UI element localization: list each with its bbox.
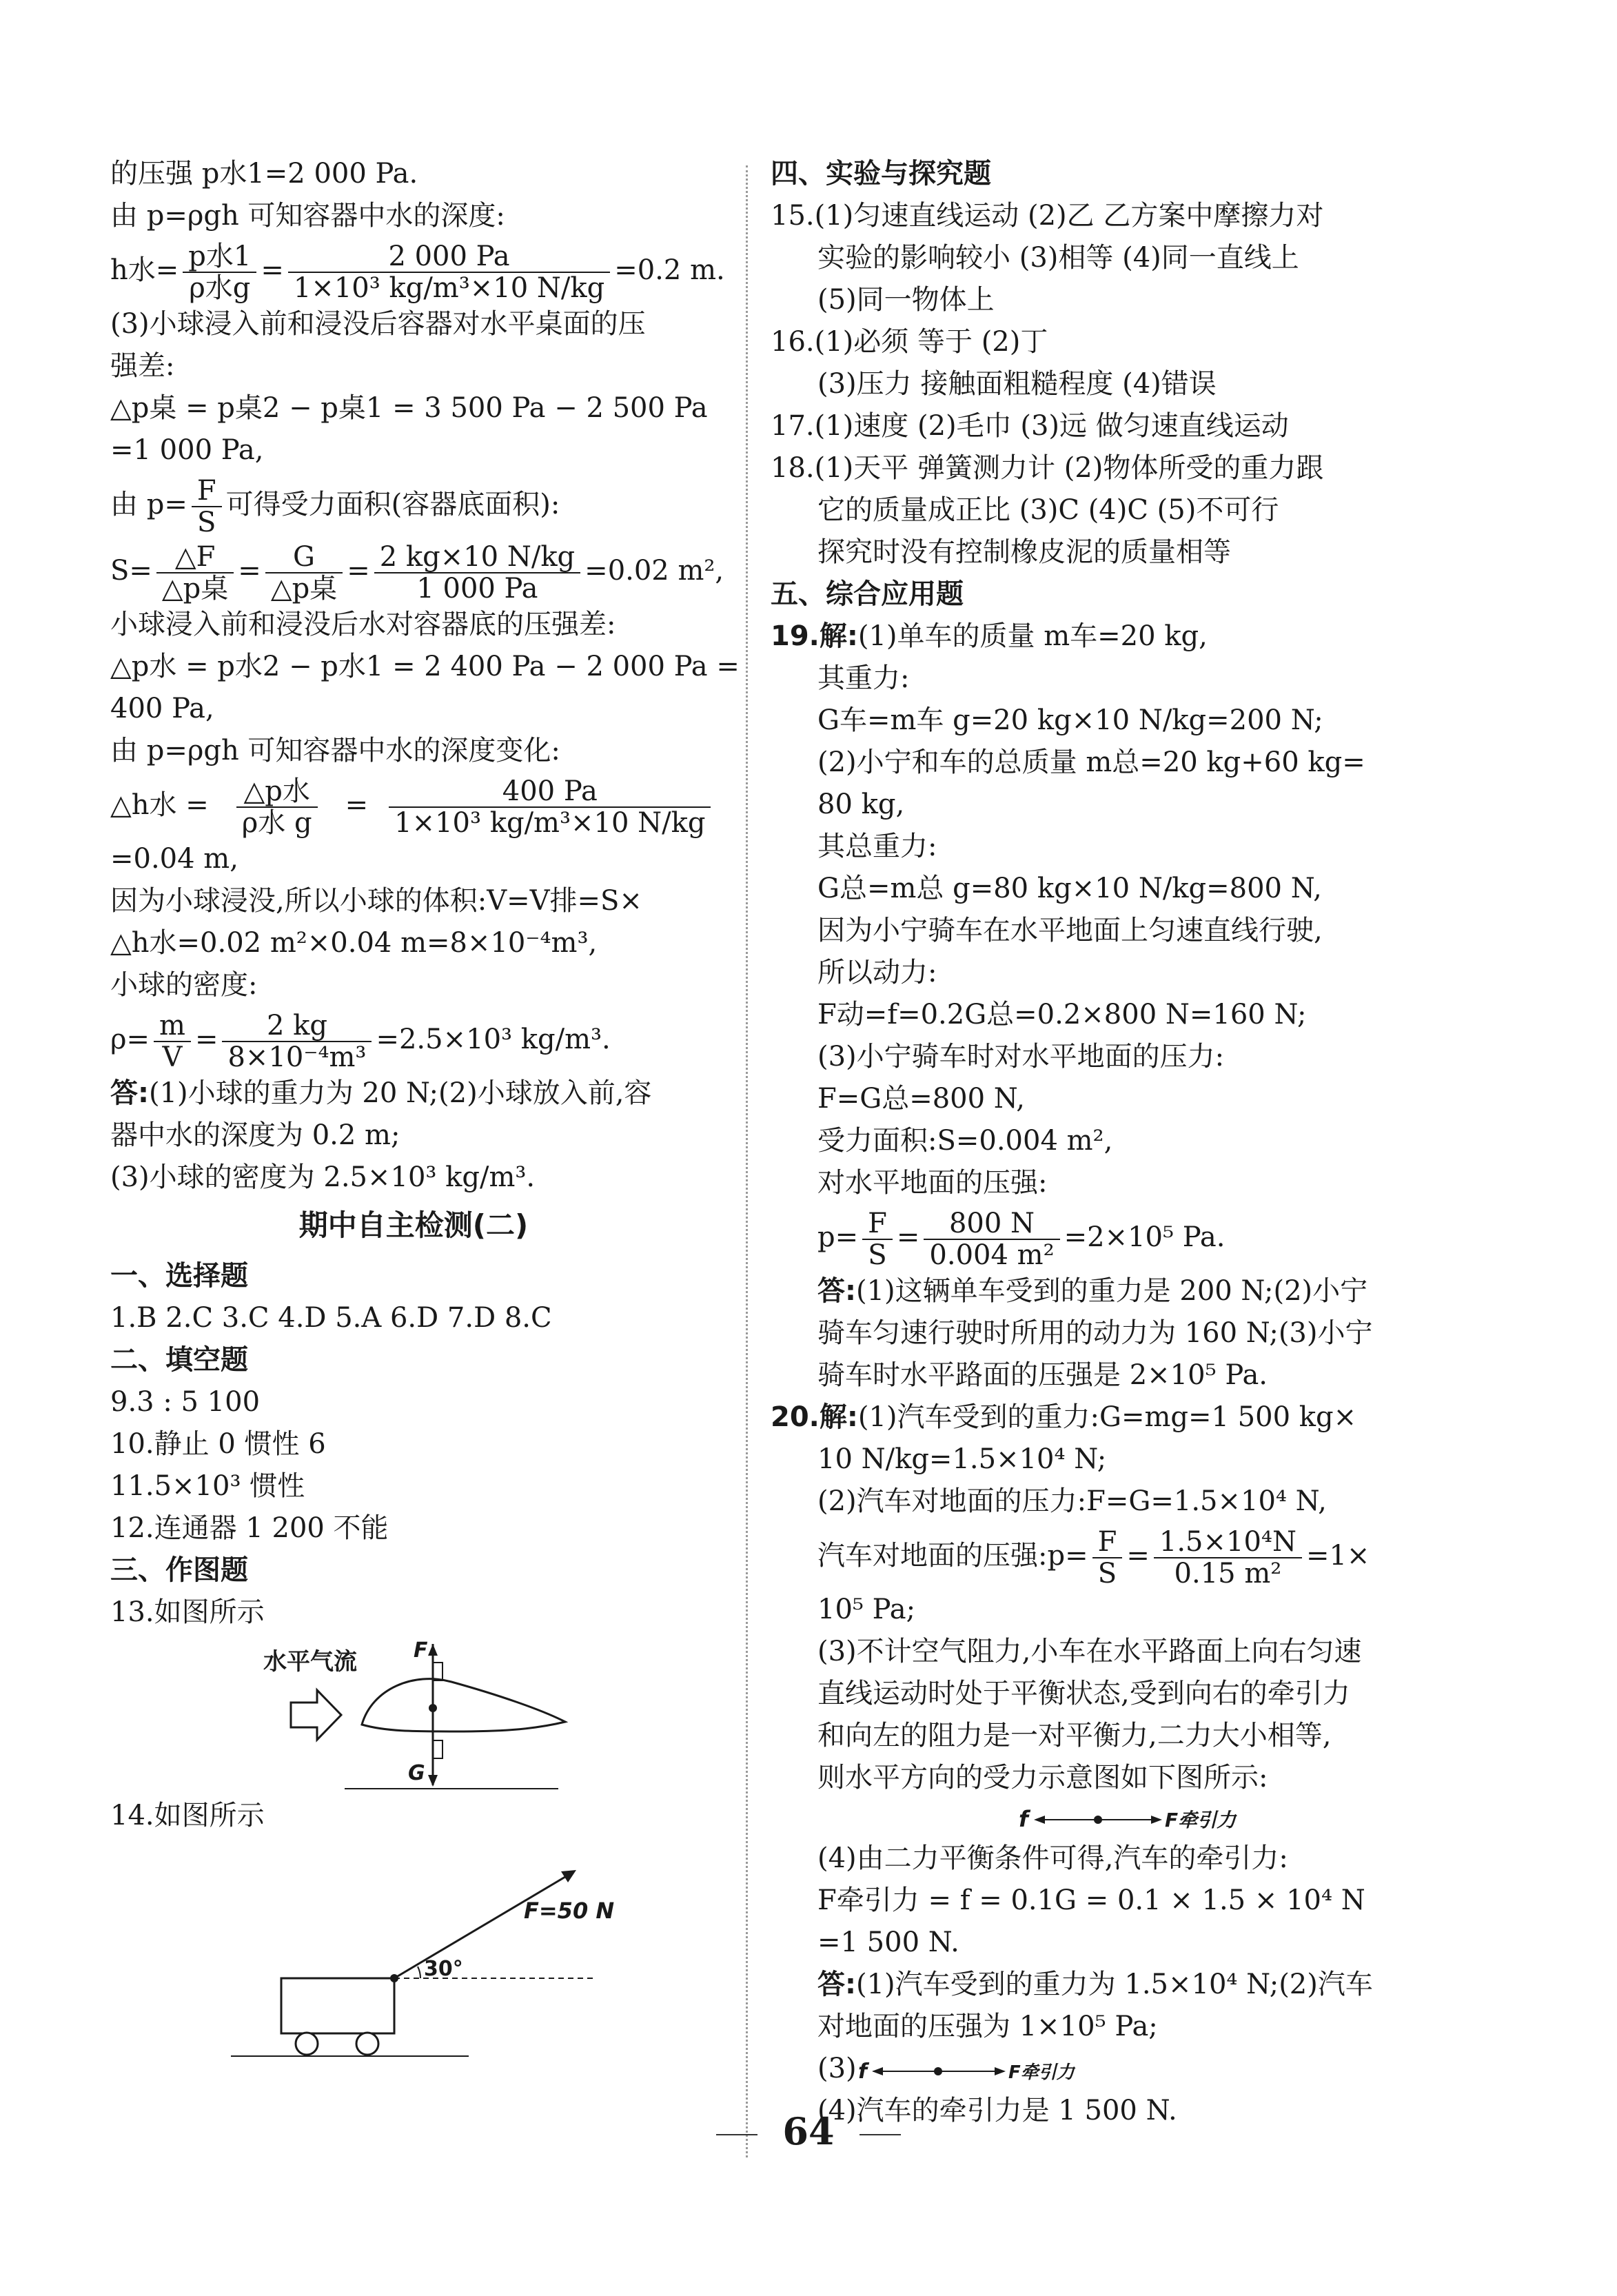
denominator: V — [162, 1042, 183, 1073]
formula-text: p= — [817, 1221, 859, 1253]
traction-label: F牵引力 — [1165, 1809, 1237, 1831]
fraction — [192, 476, 222, 538]
page-number-text: 64 — [782, 2109, 835, 2153]
fraction — [288, 241, 610, 303]
formula-text: =1× — [1305, 1540, 1370, 1572]
fraction — [1154, 1527, 1302, 1589]
text-line: G车=m车 g=20 kg×10 N/kg=200 N; — [817, 704, 1323, 736]
fraction — [862, 1208, 893, 1270]
formula-line — [110, 237, 725, 304]
formula-line: p= $\frac{F}{S}$ = $\frac{800 N}{\text{0.004 m²}}$ =2×10⁵ Pa. — [817, 1208, 1226, 1271]
answer-line — [771, 1964, 1446, 2006]
denominator: ρ水 g — [241, 807, 312, 839]
text-line: F动=f=0.2G总=0.2×800 N=160 N; — [817, 999, 1307, 1030]
column-divider — [746, 165, 748, 2157]
fraction — [389, 776, 711, 838]
text-line: F=G总=800 N, — [817, 1083, 1025, 1115]
text-line: =1 500 N. — [817, 1927, 959, 1958]
friction-label: f — [1019, 1806, 1028, 1832]
force-label: F=50 N — [524, 1898, 615, 1924]
force-box-lower — [433, 1740, 443, 1758]
numerator: 800 N — [924, 1208, 1059, 1240]
text-line: 探究时没有控制橡皮泥的质量相等 — [817, 536, 1231, 568]
text-line: 小球浸入前和浸没后水对容器底的压强差: — [110, 609, 616, 640]
text-line: 直线运动时处于平衡状态,受到向右的牵引力 — [817, 1678, 1350, 1709]
cart-wheel — [356, 2033, 378, 2055]
page-number — [0, 2109, 1617, 2153]
small-force-diagram — [857, 2053, 1132, 2088]
formula-text: =0.2 m. — [614, 254, 725, 286]
text-line: 10.静止 0 惯性 6 — [110, 1428, 326, 1460]
text-line: F牵引力 = f = 0.1G = 0.1 × 1.5 × 10⁴ N — [817, 1884, 1365, 1916]
numerator: F — [1092, 1527, 1123, 1558]
angle-arc — [418, 1967, 420, 1978]
text-line: (5)同一物体上 — [817, 284, 995, 316]
flow-arrow-icon — [291, 1690, 341, 1740]
fraction — [236, 776, 318, 838]
text-line: 13.如图所示 — [110, 1596, 265, 1628]
fraction — [374, 542, 580, 604]
text-line: 由 p=ρgh 可知容器中水的深度: — [110, 200, 505, 232]
text-line: △h水=0.02 m²×0.04 m=8×10⁻⁴m³, — [110, 927, 598, 959]
numerator: 2 kg — [222, 1010, 372, 1042]
text-line: G总=m总 g=80 kg×10 N/kg=800 N, — [817, 873, 1322, 904]
text-line: 9.3 : 5 100 — [110, 1386, 261, 1418]
question-line — [771, 616, 1446, 658]
text-line: 12.连通器 1 200 不能 — [110, 1512, 389, 1544]
answer-label: 答: — [110, 1077, 149, 1109]
text-line: 由 p=ρgh 可知容器中水的深度变化: — [110, 735, 560, 766]
text-line: 骑车时水平路面的压强是 2×10⁵ Pa. — [817, 1359, 1268, 1391]
force-diagram-line — [771, 2048, 1446, 2090]
denominator: 1 000 Pa — [416, 573, 538, 605]
numerator: △p水 — [236, 776, 318, 808]
formula-text: = — [261, 254, 284, 286]
text-line: 16.(1)必须 等于 (2)丁 — [771, 326, 1048, 358]
numerator: m — [154, 1010, 191, 1042]
arrow-left-icon — [1034, 1816, 1045, 1824]
numerator: F — [192, 476, 222, 507]
page-number-dash — [716, 2134, 757, 2135]
denominator: △p桌 — [270, 573, 338, 605]
text-line: 15.(1)匀速直线运动 (2)乙 乙方案中摩擦力对 — [771, 200, 1324, 232]
text-line: 11.5×10³ 惯性 — [110, 1470, 305, 1502]
section-heading: 三、作图题 — [110, 1554, 248, 1586]
section-heading: 二、填空题 — [110, 1344, 248, 1376]
formula-text: (3) — [817, 2053, 857, 2084]
denominator: 0.15 m² — [1174, 1558, 1282, 1589]
text-line: 17.(1)速度 (2)毛巾 (3)远 做匀速直线运动 — [771, 410, 1289, 442]
text-line: △p桌 = p桌2 − p桌1 = 3 500 Pa − 2 500 Pa — [110, 392, 708, 424]
formula-line: 汽车对地面的压强:p= $\frac{F}{S}$ = $\frac{\text{1.5×10⁴N}}{\text{0.15 m²}}$ =1× — [817, 1526, 1370, 1589]
traction-label: F牵引力 — [1008, 2062, 1075, 2083]
numerator: 400 Pa — [389, 776, 711, 808]
text-line: (4)由二力平衡条件可得,汽车的牵引力: — [817, 1842, 1288, 1874]
airfoil-force-diagram — [110, 1634, 717, 1792]
formula-text: 汽车对地面的压强:p= — [817, 1540, 1088, 1572]
force-box-upper — [433, 1663, 443, 1680]
text-line: 10⁵ Pa; — [817, 1594, 916, 1625]
text-line: 强差: — [110, 350, 175, 382]
text-line: 其重力: — [817, 662, 910, 694]
section-title: 期中自主检测(二) — [298, 1208, 529, 1242]
answer-text: (1)这辆单车受到的重力是 200 N;(2)小宁 — [856, 1275, 1368, 1307]
text-line: △p水 = p水2 − p水1 = 2 400 Pa − 2 000 Pa = — [110, 651, 740, 682]
force-F-label: F — [414, 1638, 428, 1663]
denominator: S — [1097, 1558, 1117, 1589]
formula-text: =0.02 m², — [584, 555, 724, 587]
numerator: 2 kg×10 N/kg — [374, 542, 580, 573]
formula-text: =2.5×10³ kg/m³. — [376, 1024, 611, 1055]
fraction — [265, 542, 343, 604]
answer-text: (1)汽车受到的重力为 1.5×10⁴ N;(2)汽车 — [856, 1969, 1373, 2000]
fraction — [222, 1010, 372, 1073]
fraction — [154, 1010, 191, 1073]
text-line: 的压强 p水1=2 000 Pa. — [110, 158, 418, 190]
formula-line: △h水 = $\frac{\text{△p水}}{\text{ρ水 g}}$ = $\frac{400 Pa}{\text{1×10³ kg/m³×10 N/kg}}$ — [110, 772, 717, 838]
text-line: (2)汽车对地面的压力:F=G=1.5×10⁴ N, — [817, 1485, 1327, 1517]
text-line: (3)压力 接触面粗糙程度 (4)错误 — [817, 368, 1217, 400]
text-line: 则水平方向的受力示意图如下图所示: — [817, 1762, 1268, 1794]
force-point — [1094, 1816, 1102, 1824]
numerator: F — [862, 1208, 893, 1240]
force-vector — [394, 1873, 572, 1978]
formula-text: △h水 = — [110, 789, 209, 821]
flow-label: 水平气流 — [263, 1648, 357, 1676]
formula-line: S= $\frac{\triangle F}{\text{△p桌}}$ = $\frac{G}{\text{△p桌}}$ = $\frac{2 kg\times 10 N/kg}{1 000 Pa}$ =0.02 m², — [110, 541, 724, 605]
answer-line — [771, 1270, 1446, 1312]
force-point — [390, 1974, 398, 1982]
text-line: 器中水的深度为 0.2 m; — [110, 1119, 400, 1151]
denominator: ρ水g — [189, 272, 251, 304]
formula-text: ρ= — [110, 1024, 150, 1055]
question-text: (1)单车的质量 m车=20 kg, — [857, 620, 1208, 652]
fraction — [924, 1208, 1059, 1270]
text-line: 和向左的阻力是一对平衡力,二力大小相等, — [817, 1720, 1332, 1751]
question-label: 19.解: — [771, 620, 858, 652]
numerator: △F — [156, 542, 234, 573]
denominator: S — [868, 1239, 887, 1271]
text-line: 对地面的压强为 1×10⁵ Pa; — [817, 2011, 1158, 2042]
left-column — [110, 153, 740, 2067]
answer-label: 答: — [817, 1275, 856, 1307]
arrow-down-icon — [428, 1775, 438, 1787]
angle-label: 30° — [424, 1957, 463, 1981]
denominator: 0.004 m² — [929, 1239, 1055, 1271]
horizontal-force-diagram — [771, 1799, 1446, 1838]
airfoil-shape — [362, 1679, 565, 1731]
formula-text: =2×10⁵ Pa. — [1064, 1221, 1226, 1253]
section-heading: 五、综合应用题 — [771, 578, 964, 610]
formula-text: 由 p= — [110, 489, 187, 520]
denominator: 1×10³ kg/m³×10 N/kg — [394, 807, 706, 839]
formula-text: h水= — [110, 254, 179, 286]
text-line: (3)不计空气阻力,小车在水平路面上向右匀速 — [817, 1636, 1362, 1667]
text-line: (3)小球浸入前和浸没后容器对水平桌面的压 — [110, 308, 646, 340]
arrow-up-icon — [428, 1644, 438, 1656]
fraction — [1092, 1527, 1123, 1589]
answer-label: 答: — [817, 1969, 856, 2000]
formula-text: S= — [110, 555, 152, 587]
cart-wheel — [296, 2033, 318, 2055]
text-line: 10 N/kg=1.5×10⁴ N; — [817, 1443, 1107, 1475]
text-line: 它的质量成正比 (3)C (4)C (5)不可行 — [817, 494, 1279, 526]
text-line: (3)小球的密度为 2.5×10³ kg/m³. — [110, 1161, 536, 1193]
text-line: 小球的密度: — [110, 969, 258, 1001]
denominator: S — [197, 507, 216, 538]
question-text: (1)汽车受到的重力:G=mg=1 500 kg× — [857, 1401, 1357, 1433]
text-line: 实验的影响较小 (3)相等 (4)同一直线上 — [817, 242, 1299, 274]
text-line: 其总重力: — [817, 831, 937, 862]
arrow-left-icon — [872, 2067, 883, 2075]
arrow-right-icon — [1151, 1816, 1162, 1824]
numerator: G — [265, 542, 343, 573]
text-line: 14.如图所示 — [110, 1800, 265, 1831]
text-line: (2)小宁和车的总质量 m总=20 kg+60 kg= — [817, 746, 1365, 778]
denominator: 8×10⁻⁴m³ — [227, 1042, 367, 1073]
fraction — [183, 241, 256, 303]
friction-label: f — [857, 2060, 867, 2084]
text-line: =0.04 m, — [110, 843, 238, 875]
text-line: (3)小宁骑车时对水平地面的压力: — [817, 1041, 1225, 1073]
text-line: 18.(1)天平 弹簧测力计 (2)物体所受的重力跟 — [771, 452, 1324, 484]
cart-force-diagram — [110, 1837, 717, 2064]
question-label: 20.解: — [771, 1401, 858, 1433]
force-G-label: G — [408, 1761, 425, 1785]
section-heading: 一、选择题 — [110, 1260, 248, 1292]
section-heading: 四、实验与探究题 — [771, 158, 991, 190]
text-line: 400 Pa, — [110, 693, 214, 724]
force-point — [934, 2067, 942, 2075]
numerator: 1.5×10⁴N — [1154, 1527, 1302, 1558]
numerator: 2 000 Pa — [288, 241, 610, 273]
denominator: 1×10³ kg/m³×10 N/kg — [293, 272, 605, 304]
denominator: △p桌 — [161, 573, 229, 605]
formula-line: ρ= $\frac{m}{V}$ = $\frac{2 kg}{\text{8×10⁻⁴m³}}$ =2.5×10³ kg/m³. — [110, 1010, 611, 1073]
question-line — [771, 1396, 1446, 1439]
page-number-dash — [860, 2134, 901, 2135]
force-diagram-line — [771, 1799, 1446, 1838]
text-line: (4)汽车的牵引力是 1 500 N. — [817, 2095, 1177, 2126]
text-line: 对水平地面的压强: — [817, 1167, 1048, 1199]
text-line: 80 kg, — [817, 789, 905, 820]
text-line: 因为小球浸没,所以小球的体积:V=V排=S× — [110, 885, 642, 917]
text-line: 所以动力: — [817, 957, 937, 988]
text-line: 受力面积:S=0.004 m², — [817, 1125, 1113, 1157]
numerator: p水1 — [183, 241, 256, 273]
text-line: =1 000 Pa, — [110, 434, 264, 466]
text-line: 因为小宁骑车在水平地面上匀速直线行驶, — [817, 915, 1323, 946]
answer-text: (1)小球的重力为 20 N;(2)小球放入前,容 — [149, 1077, 652, 1109]
right-column — [771, 153, 1446, 2132]
text-line: 1.B 2.C 3.C 4.D 5.A 6.D 7.D 8.C — [110, 1302, 552, 1334]
cart-body — [281, 1978, 394, 2033]
formula-line — [110, 471, 717, 538]
arrow-right-icon — [995, 2067, 1006, 2075]
text-line: 骑车匀速行驶时所用的动力为 160 N;(3)小宁 — [817, 1317, 1373, 1349]
center-point — [429, 1704, 437, 1712]
formula-text: 可得受力面积(容器底面积): — [225, 489, 560, 520]
fraction — [156, 542, 234, 604]
arrow-icon — [561, 1870, 576, 1882]
answer-line — [110, 1073, 717, 1115]
